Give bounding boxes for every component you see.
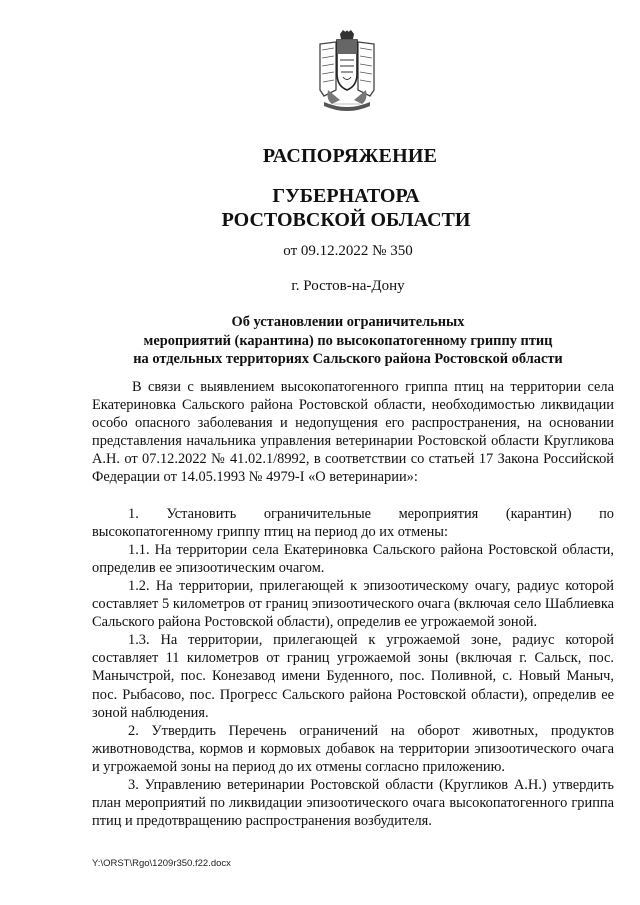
subject-line-2: мероприятий (карантина) по высокопатогенному гриппу птиц bbox=[143, 332, 553, 349]
subject-line-3: на отдельных территориях Сальского района Ростовской области bbox=[133, 351, 563, 367]
document-date-number: от 09.12.2022 № 350 bbox=[283, 243, 413, 259]
issuing-authority bbox=[0, 184, 640, 232]
clause-1: 1. Установить ограничительные мероприятия (карантин) по высокопатогенному гриппу птиц на период до их отмены: bbox=[92, 505, 614, 540]
subject-line-1: Об установлении ограничительных bbox=[231, 314, 465, 330]
coat-of-arms-emblem bbox=[316, 30, 378, 112]
document-subject bbox=[0, 313, 640, 369]
clause-3: 3. Управлению ветеринарии Ростовской области (Кругликов А.Н.) утвердить план мероприятий по ликвидации эпизоотического очага высокопатогенного гриппа птиц и предотвращению распространения возбудителя. bbox=[92, 776, 614, 830]
coat-of-arms-icon bbox=[316, 30, 378, 112]
document-type-title: РАСПОРЯЖЕНИЕ bbox=[262, 145, 438, 167]
clause-2: 2. Утвердить Перечень ограничений на оборот животных, продуктов животноводства, кормов и кормовых добавок на территории эпизоотического очага и угрожаемой зоны на период до их отмены согласно приложению. bbox=[92, 722, 614, 775]
preamble-paragraph: В связи с выявлением высокопатогенного гриппа птиц на территории села Екатериновка Сальского района Ростовской области, необходимостью ликвидации особо опасного заболевания и недопущения его распространения, на основании представления начальника управления ветеринарии Ростовской области Кругликова А.Н. от 07.12.2022 № 41.02.1/8992, в соответствии со статьей 17 Закона Российской Федерации от 14.05.1993 № 4979-I «О ветеринарии»: bbox=[92, 379, 614, 486]
clause-1-3: 1.3. На территории, прилегающей к угрожаемой зоне, радиус которой составляет 11 километров от границ угрожаемой зоны (включая г. Сальск, пос. Манычстрой, пос. Конезавод имени Буденного, пос. Поливной, с. Новый Маныч, пос. Рыбасово, пос. Прогресс Сальского района Ростовской области), определив ее зоной наблюдения. bbox=[92, 632, 614, 721]
clause-1-2: 1.2. На территории, прилегающей к эпизоотическому очагу, радиус которой составляет 5 километров от границ эпизоотического очага (включая село Шаблиевка Сальского района Ростовской области), определив ее угрожаемой зоной. bbox=[92, 577, 614, 631]
document-body bbox=[92, 378, 614, 830]
paragraph-gap bbox=[92, 487, 614, 505]
authority-line-1: ГУБЕРНАТОРА bbox=[272, 185, 420, 207]
authority-line-2: РОСТОВСКОЙ ОБЛАСТИ bbox=[221, 209, 471, 231]
file-path-footer: Y:\ORST\Rgo\1209r350.f22.docx bbox=[92, 858, 231, 869]
clause-1-1: 1.1. На территории села Екатериновка Сальского района Ростовской области, определив ее эпизоотическим очагом. bbox=[92, 541, 614, 576]
document-city: г. Ростов-на-Дону bbox=[291, 278, 405, 294]
